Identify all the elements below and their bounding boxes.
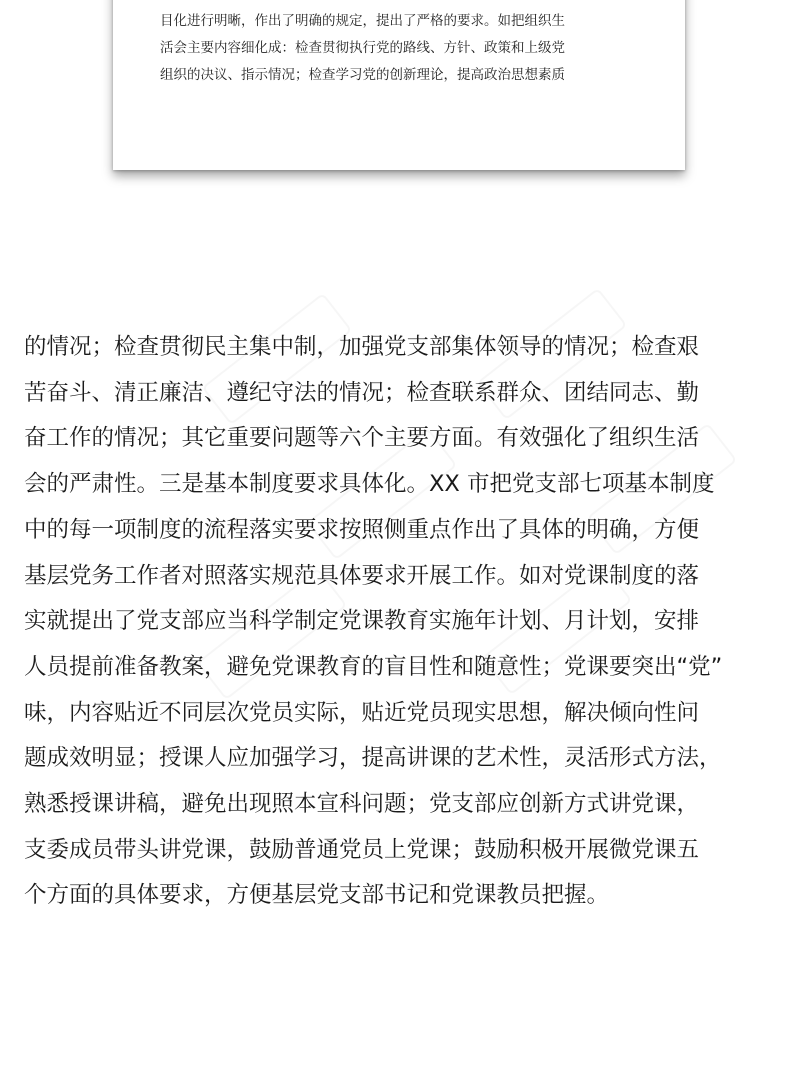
body-line: 基层党务工作者对照落实规范具体要求开展工作。如对党课制度的落: [24, 562, 700, 589]
body-line: 支委成员带头讲党课，鼓励普通党员上党课；鼓励积极开展微党课五: [24, 836, 700, 863]
body-line: 会的严肃性。三是基本制度要求具体化。XX 市把党支部七项基本制度: [24, 471, 715, 498]
preview-paragraph: [160, 8, 650, 89]
body-line: 奋工作的情况；其它重要问题等六个主要方面。有效强化了组织生活: [24, 425, 700, 452]
preview-line: 目化进行明晰，作出了明确的规定，提出了严格的要求。如把组织生: [160, 13, 565, 29]
body-line: 个方面的具体要求，方便基层党支部书记和党课教员把握。: [24, 882, 610, 909]
body-line: 的情况；检查贯彻民主集中制，加强党支部集体领导的情况；检查艰: [24, 334, 700, 360]
body-line: 人员提前准备教案，避免党课教育的盲目性和随意性；党课要突出“党”: [24, 653, 723, 680]
body-line: 实就提出了党支部应当科学制定党课教育实施年计划、月计划，安排: [24, 608, 700, 635]
body-line: 苦奋斗、清正廉洁、遵纪守法的情况；检查联系群众、团结同志、勤: [24, 379, 700, 406]
body-line: 中的每一项制度的流程落实要求按照侧重点作出了具体的明确，方便: [24, 516, 700, 543]
preview-line: 活会主要内容细化成：检查贯彻执行党的路线、方针、政策和上级党: [160, 40, 565, 56]
preview-line: 组织的决议、指示情况；检查学习党的创新理论，提高政治思想素质: [160, 67, 565, 83]
body-line: 熟悉授课讲稿，避免出现照本宣科问题；党支部应创新方式讲党课，: [24, 791, 700, 818]
body-line: 题成效明显；授课人应加强学习，提高讲课的艺术性，灵活形式方法，: [24, 745, 722, 772]
document-preview-card: [113, 0, 685, 170]
body-line: 味，内容贴近不同层次党员实际，贴近党员现实思想，解决倾向性问: [24, 699, 700, 726]
body-paragraph: [24, 325, 780, 919]
